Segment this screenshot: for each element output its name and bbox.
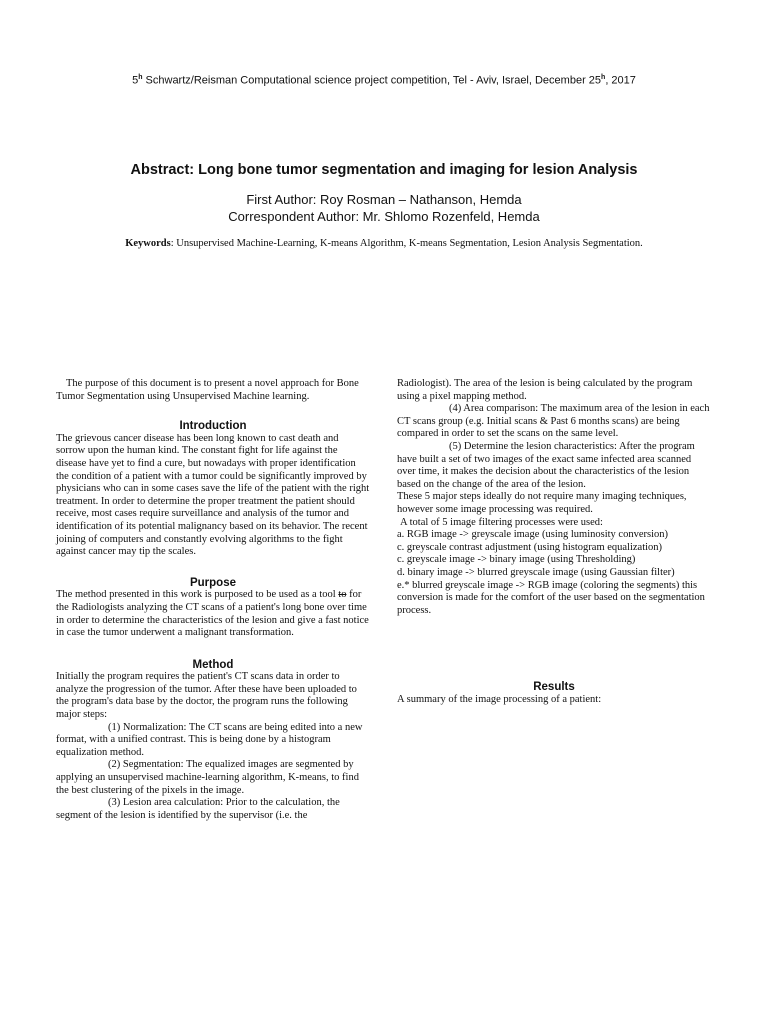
- right-column: [397, 378, 711, 706]
- purpose-summary: The purpose of this document is to present a novel approach for Bone Tumor Segmentation using Unsupervised Machine learning.: [56, 378, 359, 402]
- keywords-label: Keywords: [125, 238, 171, 249]
- keywords-line: [0, 238, 768, 249]
- method-step-2: (2) Segmentation: The equalized images are segmented by applying an unsupervised machine-learning algorithm, K-means, to find the best clustering of the pixels in the image.: [56, 759, 359, 796]
- method-step-5: (5) Determine the lesion characteristics: After the program have built a set of two images of the exact same infected area scanned over time, it makes the decision about the characteristics of the lesion based on the change of the area of the lesion.: [397, 440, 695, 490]
- filter-c-threshold: c. greyscale image -> binary image (using Thresholding): [397, 554, 636, 566]
- method-step-4: (4) Area comparison: The maximum area of the lesion in each CT scans group (e.g. Initial scans & Past 6 months scans) are being compared in order to set the scans on the same level.: [397, 403, 710, 440]
- introduction-heading: Introduction: [179, 420, 247, 433]
- authors-block: [0, 191, 768, 225]
- method-step-3: (3) Lesion area calculation: Prior to the calculation, the segment of the lesion is identified by the supervisor (i.e. the: [56, 797, 340, 821]
- filter-d: d. binary image -> blurred greyscale image (using Gaussian filter): [397, 566, 675, 578]
- keywords-text: : Unsupervised Machine-Learning, K-means Algorithm, K-means Segmentation, Lesion Analysis Segmentation.: [170, 238, 643, 249]
- purpose-text: The method presented in this work is purposed to be used as a tool to for the Radiologists analyzing the CT scans of a patient's long bone over time in order to determine the characteristics of the lesion and give a fast notice in case the tumor underwent a malignant transformation.: [56, 589, 369, 639]
- method-intro: Initially the program requires the patient's CT scans data in order to analyze the progression of the tumor. After these have been uploaded to the program's data base by the doctor, the program runs the following major steps:: [56, 671, 357, 721]
- first-author: First Author: Roy Rosman – Nathanson, Hemda: [246, 192, 522, 207]
- purpose-heading: Purpose: [189, 576, 236, 589]
- method-heading: Method: [192, 658, 234, 671]
- paper-title: Abstract: Long bone tumor segmentation and imaging for lesion Analysis: [130, 162, 638, 178]
- filter-c-contrast: c. greyscale contrast adjustment (using histogram equalization): [397, 541, 663, 553]
- results-heading: Results: [533, 681, 575, 694]
- conference-header: 5$^h$ Schwartz/Reisman Computational science project competition, Tel - Aviv, Israel, December 25$^h$, 2017: [132, 74, 636, 87]
- filter-e: e.* blurred greyscale image -> RGB image (coloring the segments) this conversion is made for the comfort of the user based on the segmentation process.: [397, 579, 705, 616]
- results-text: A summary of the image processing of a patient:: [397, 693, 602, 705]
- imaging-note: These 5 major steps ideally do not require many imaging techniques, however some image processing was required.: [397, 491, 687, 515]
- filter-a: a. RGB image -> greyscale image (using luminosity conversion): [397, 529, 668, 541]
- left-column: [56, 378, 370, 822]
- method-step-1: (1) Normalization: The CT scans are being edited into a new format, with a unified contrast. This is being done by a histogram equalization method.: [56, 721, 363, 758]
- filters-intro: A total of 5 image filtering processes were used:: [400, 516, 603, 528]
- introduction-text: The grievous cancer disease has been long known to cast death and sorrow upon the human kind. The constant fight for life against the disease have yet to find a cure, but nowadays with proper identification the condition of a patient with a tumor could be significantly improved by physicians who can in some cases save the life of the patient with the right treatment. In order to determine the proper treatment the patient should receive, most cases require surveillance and analysis of the tumor and identification of its potential malignancy based on its behavior. The recent joining of computers and constantly evolving algorithms to the fight against cancer may tip the scales.: [56, 432, 370, 558]
- correspondent-author: Correspondent Author: Mr. Shlomo Rozenfeld, Hemda: [228, 209, 540, 224]
- method-step-3-continued: Radiologist). The area of the lesion is being calculated by the program using a pixel mapping method.: [397, 378, 693, 402]
